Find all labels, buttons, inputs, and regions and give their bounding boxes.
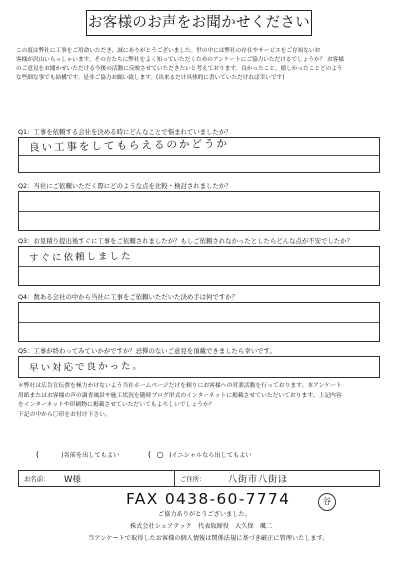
answer-line [19,303,379,323]
seal-stamp: 谷 [318,493,336,511]
answer-line [19,357,379,377]
address-label: ご住所： [180,475,206,483]
question-4-answer-box[interactable] [18,302,380,342]
question-3-label: Q3：お見積り提出後すぐに工事をご依頼されましたか？もしご依頼されなかったとしたらどんな点が不安でしたか？ [18,237,354,245]
question-4-label: Q4：数ある会社の中から当社に工事をご依頼いただいた決め手は何ですか？ [18,293,238,301]
notes-line: 下記の中から〇印をお付け下さい。 [18,411,111,418]
consent-option-initials[interactable]: ( ○ )イニシャルなら出してもよい [148,450,252,459]
consent-option-name[interactable]: ( )名前を出してもよい [36,450,120,459]
question-5-label: Q5：工事が終わってみていかがですか？忌憚のないご意見を頂戴できましたら幸いです。 [18,347,276,355]
publication-notes [18,382,384,420]
customer-info-row [18,470,380,487]
question-3-answer-box[interactable] [18,246,380,286]
question-2-label: Q2：当社にご依頼いただく際にどのような点を比較・検討されましたか？ [18,182,232,190]
question-3-answer: すぐに依頼しました [28,250,133,264]
answer-line [19,267,379,286]
name-value: W様 [64,474,81,485]
question-5-answer-box[interactable] [18,356,380,378]
notes-line: ＊弊社は広告宣伝費を極力かけないよう当社ホームページだけを頼りにお客様への営業活動を行っております。本アンケート [18,383,342,389]
fax-number: FAX 0438-60-7774 [126,490,291,508]
consent-option-label: )名前を出してもよい [61,452,120,459]
intro-line: この度は弊社に工事をご用命いただき、誠にありがとうございました。世の中には弊社の存在やサービスをご存知ないお [16,48,321,54]
question-5-answer: 早い対応で良かった。 [28,360,145,374]
name-label: お名前： [24,475,50,483]
consent-mark: ○ [156,450,164,459]
question-1-answer-box[interactable] [18,137,380,173]
privacy-notice: 当アンケートで取得したお客様の個人情報は関係法規に基づき厳正に管理いたします。 [88,535,329,542]
company-name: 株式会社シェアテック 代表取締役 大久保 颯二 [130,523,273,530]
question-1-answer: 良い工事をしてもらえるのかどうか [28,137,230,154]
question-2-answer-box[interactable] [18,191,380,231]
divider [174,471,175,486]
answer-line [19,138,379,156]
answer-line [19,212,379,231]
intro-line: のご意見をお聞かせいただける今後の活動に反映させていただきたいと考えております。良かったこと、嬉しかったことどのよう [16,66,343,73]
consent-option-label: )イニシャルなら出してもよい [169,452,252,459]
question-1-label: Q1：工事を依頼する会社を決める時にどんなことで悩まれていましたか？ [18,128,232,136]
intro-line: 客様が沢山いらっしゃいます。その方たちに弊社をよく知っていただくためのアンケートにご協力いただけるでしょうか？ お客様 [16,57,344,64]
answer-line [19,323,379,342]
page-title: お客様のお声をお聞かせください [86,10,312,36]
notes-line: をインターネットや印刷物に掲載させていただいてもよろしいでしょうか？ [18,402,215,408]
intro-paragraph [16,47,386,83]
answer-line [19,192,379,212]
intro-line: な些細な事でも結構です。是非ご協力お願い致します。(出来るだけ具体的に書いていただければ幸いです) [16,75,285,82]
answer-line [19,156,379,173]
notes-line: 用紙またはお客様の声の調査風景や施工状況を随時ブログ形式のインターネットに掲載させていただいております。上記内容 [18,392,342,399]
answer-line [19,247,379,267]
address-value: 八街市八街ほ [228,475,289,485]
thanks-text: ご協力ありがとうございました。 [158,511,251,518]
